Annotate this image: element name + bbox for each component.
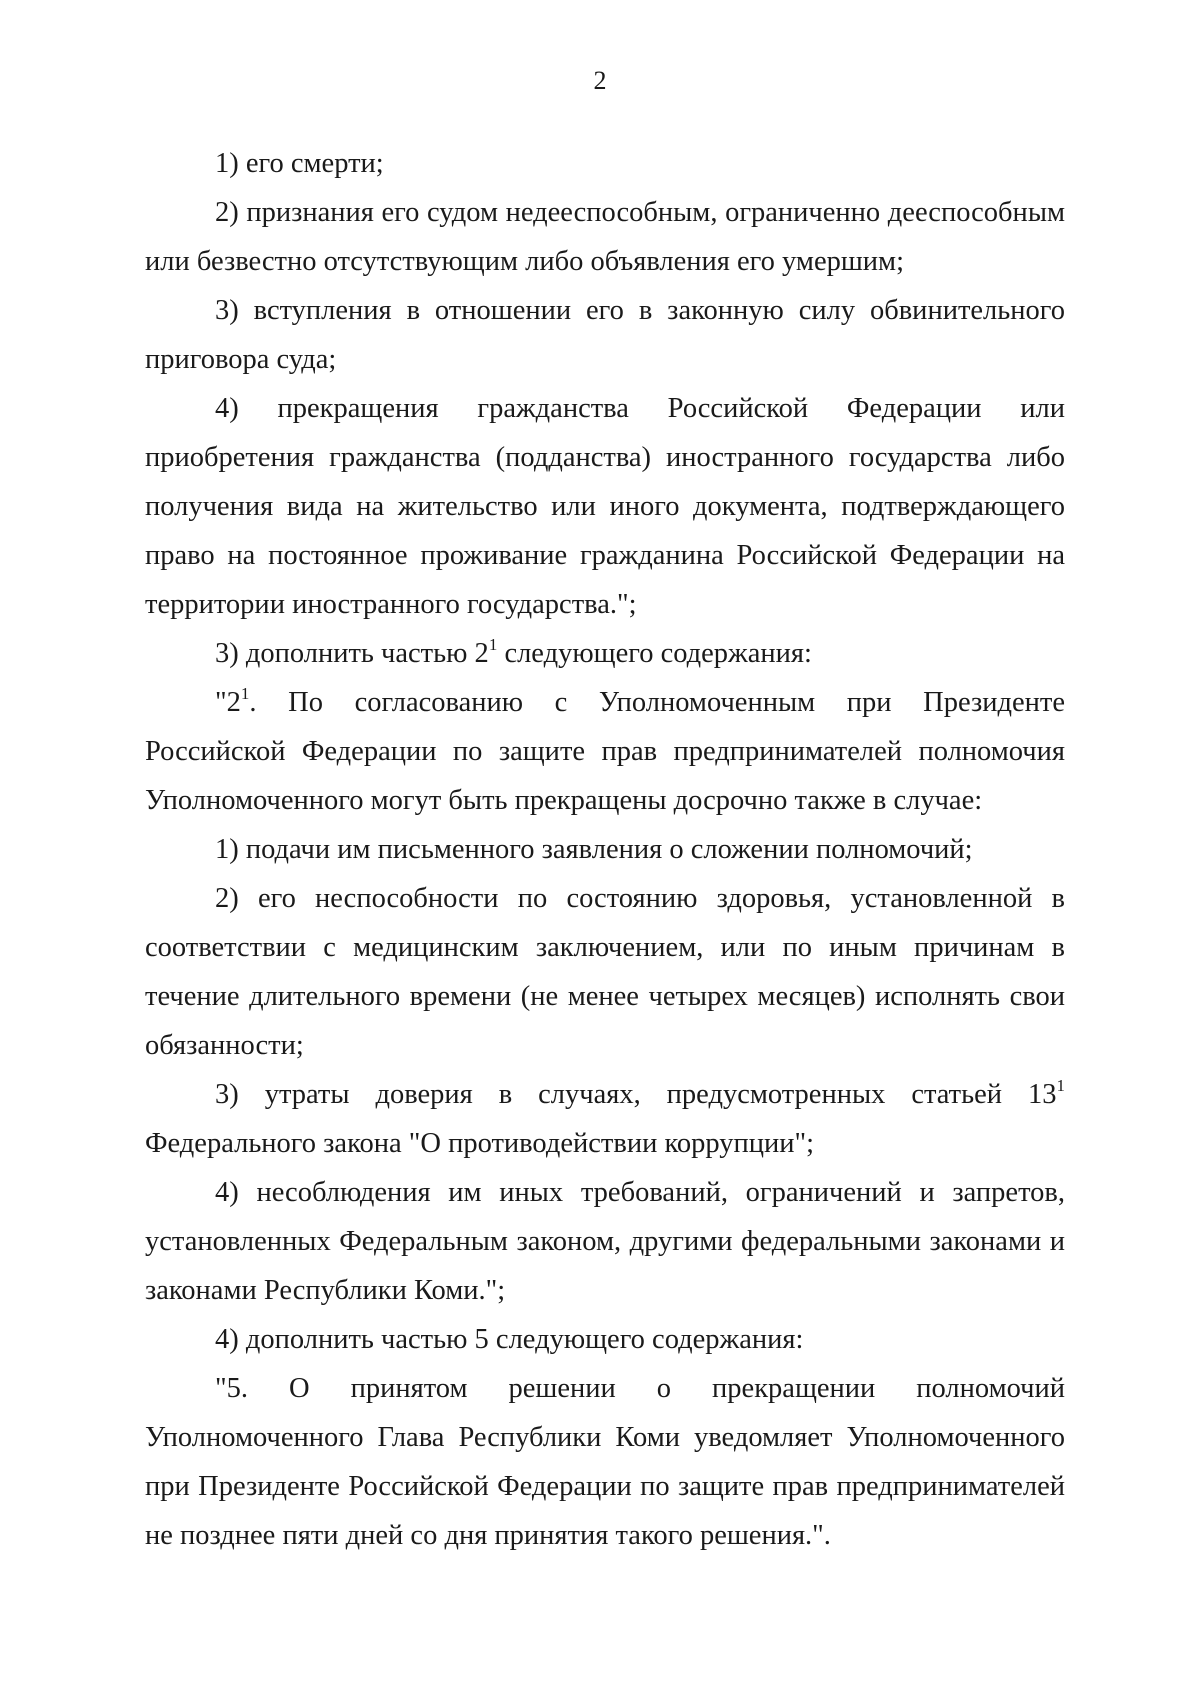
text-segment: Федерального закона "О противодействии коррупции"; <box>145 1128 815 1159</box>
paragraph-sub-1: 1) подачи им письменного заявления о сложении полномочий; <box>215 834 973 865</box>
text-segment: 3) дополнить частью 2 <box>215 638 489 669</box>
text-segment: следующего содержания: <box>497 638 812 669</box>
paragraph-item-1: 1) его смерти; <box>215 148 384 179</box>
paragraph-part-2-1-text <box>145 678 1065 825</box>
paragraph-sub-2: 2) его неспособности по состоянию здоровья, установленной в соответствии с медицинским заключением, или по иным причинам в течение длительного времени (не менее четырех месяцев) исполнять свои обязанности; <box>145 883 1065 1061</box>
text-segment: "2 <box>215 687 241 718</box>
text-segment: . По согласованию с Уполномоченным при Президенте Российской Федерации по защите прав предпринимателей полномочия Уполномоченного могут быть прекращены досрочно также в случае: <box>145 687 1065 816</box>
document-body <box>145 139 1065 1560</box>
paragraph-sub-4: 4) несоблюдения им иных требований, ограничений и запретов, установленных Федеральным законом, другими федеральными законами и законами Республики Коми."; <box>145 1177 1065 1306</box>
paragraph-sub-3 <box>145 1070 1065 1168</box>
superscript: 1 <box>240 683 250 703</box>
paragraph-amend-part-2-1 <box>145 629 1065 678</box>
paragraph-item-4: 4) прекращения гражданства Российской Федерации или приобретения гражданства (подданства) иностранного государства либо получения вида на жительство или иного документа, подтверждающего право на постоянное проживание гражданина Российской Федерации на территории иностранного государства."; <box>145 393 1065 620</box>
superscript: 1 <box>1056 1075 1065 1095</box>
superscript: 1 <box>488 634 498 654</box>
paragraph-item-2: 2) признания его судом недееспособным, ограниченно дееспособным или безвестно отсутствующим либо объявления его умершим; <box>145 197 1065 277</box>
page-number: 2 <box>593 66 607 95</box>
text-segment: 3) утраты доверия в случаях, предусмотренных статьей 13 <box>215 1079 1057 1110</box>
paragraph-item-3: 3) вступления в отношении его в законную силу обвинительного приговора суда; <box>145 295 1065 375</box>
paragraph-part-5-text: "5. О принятом решении о прекращении полномочий Уполномоченного Глава Республики Коми уведомляет Уполномоченного при Президенте Российской Федерации по защите прав предпринимателей не позднее пяти дней со дня принятия такого решения.". <box>145 1373 1065 1551</box>
paragraph-amend-part-5: 4) дополнить частью 5 следующего содержания: <box>215 1324 804 1355</box>
